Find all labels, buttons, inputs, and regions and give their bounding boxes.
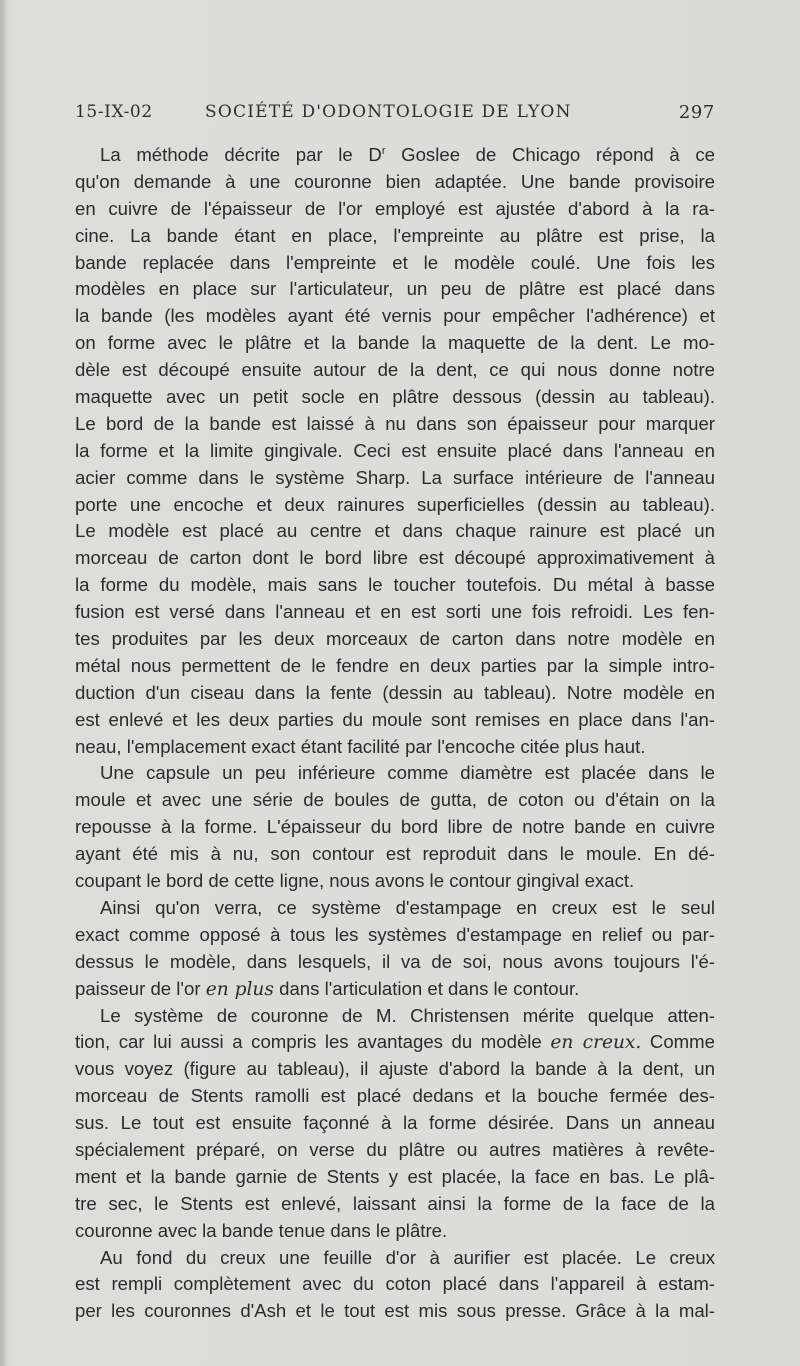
text-line-segment: duction d'un ciseau dans la fente (dessin au tableau). Notre modèle en: [75, 681, 715, 703]
text-line-segment: modèles en place sur l'articulateur, un peu de plâtre est placé dans: [75, 278, 715, 300]
binding-shadow: [0, 0, 8, 1366]
text-line-segment: en cuivre de l'épaisseur de l'or employé est ajustée d'abord à la ra-: [75, 197, 715, 219]
text-line: [75, 787, 715, 814]
text-line: [75, 1003, 715, 1030]
running-head-title: SOCIÉTÉ D'ODONTOLOGIE DE LYON: [205, 102, 572, 122]
text-line: [75, 492, 715, 519]
text-line-segment: couronne avec la bande tenue dans le plâtre.: [75, 1219, 448, 1241]
text-line-segment: morceau de Stents ramolli est placé dedans et la bouche fermée des-: [75, 1085, 715, 1107]
text-line: [75, 653, 715, 680]
text-line-segment: est enlevé et les deux parties du moule sont remises en place dans l'an-: [75, 708, 715, 730]
text-line: [75, 518, 715, 545]
text-line: [75, 1056, 715, 1083]
text-line-segment: dèle est découpé ensuite autour de la dent, ce qui nous donne notre: [75, 359, 715, 381]
text-line-segment: paisseur de l'or: [75, 977, 206, 999]
text-line-segment: morceau de carton dont le bord libre est découpé approximativement à: [75, 547, 715, 569]
text-line-segment: qu'on demande à une couronne bien adaptée. Une bande provisoire: [75, 170, 715, 192]
text-line: [75, 572, 715, 599]
text-line-segment: ayant été mis à nu, son contour est reproduit dans le moule. En dé-: [75, 843, 715, 865]
text-line-segment: la forme et la limite gingivale. Ceci est ensuite placé dans l'anneau en: [75, 439, 715, 461]
text-line: [75, 1218, 715, 1245]
text-line: [75, 357, 715, 384]
text-line-segment: tre sec, le Stents est enlevé, laissant ainsi la forme de la face de la: [75, 1192, 715, 1214]
text-line: [75, 814, 715, 841]
text-line-segment: fusion est versé dans l'anneau et en est sorti une fois refroidi. Les fen-: [75, 601, 715, 623]
text-line-segment: maquette avec un petit socle en plâtre dessous (dessin au tableau).: [75, 386, 715, 408]
text-line-segment: la forme du modèle, mais sans le toucher toutefois. Du métal à basse: [75, 574, 715, 596]
text-line: [75, 465, 715, 492]
text-line-segment: on forme avec le plâtre et la bande la maquette de la dent. Le mo-: [75, 332, 715, 354]
text-line: [75, 895, 715, 922]
text-line: [75, 976, 715, 1003]
text-line-segment: cine. La bande étant en place, l'empreinte au plâtre est prise, la: [75, 224, 715, 246]
text-line-segment: dessus le modèle, dans lesquels, il va de soi, nous avons toujours l'é-: [75, 950, 715, 972]
text-line: [75, 1137, 715, 1164]
text-line-segment: exact comme opposé à tous les systèmes d'estampage en relief ou par-: [75, 923, 715, 945]
text-line: [75, 545, 715, 572]
italic-text: en creux.: [550, 1032, 642, 1054]
text-line: [75, 303, 715, 330]
text-line: [75, 868, 715, 895]
text-line: [75, 1271, 715, 1298]
text-line-segment: Le modèle est placé au centre et dans chaque rainure est placé un: [75, 520, 715, 542]
text-line: [75, 1110, 715, 1137]
text-line: [75, 330, 715, 357]
text-line-segment: porte une encoche et deux rainures superficielles (dessin au tableau).: [75, 493, 715, 515]
text-line-segment: vous voyez (figure au tableau), il ajuste d'abord la bande à la dent, un: [75, 1058, 715, 1080]
running-head-date: 15-IX-02: [75, 102, 153, 122]
superscript: r: [381, 144, 386, 157]
text-line-segment: métal nous permettent de le fendre en deux parties par la simple intro-: [75, 654, 715, 676]
text-line: [75, 1191, 715, 1218]
body-text: [75, 142, 715, 1325]
text-line: [75, 142, 715, 169]
text-line-segment: moule et avec une série de boules de gutta, de coton ou d'étain on la: [75, 789, 715, 811]
text-line-segment: spécialement préparé, on verse du plâtre ou autres matières à revête-: [75, 1138, 715, 1160]
text-line: [75, 196, 715, 223]
text-line: [75, 1245, 715, 1272]
italic-text: en plus: [205, 978, 274, 1000]
text-line: [75, 734, 715, 761]
text-line: [75, 1164, 715, 1191]
text-line: [75, 949, 715, 976]
text-line-segment: acier comme dans le système Sharp. La surface intérieure de l'anneau: [75, 466, 715, 488]
text-line: [75, 223, 715, 250]
text-line: [75, 599, 715, 626]
text-line-segment: Au fond du creux une feuille d'or à aurifier est placée. Le creux: [100, 1246, 715, 1268]
text-line: [75, 250, 715, 277]
text-line-segment: neau, l'emplacement exact étant facilité par l'encoche citée plus haut.: [75, 735, 646, 757]
text-line-segment: Ainsi qu'on verra, ce système d'estampage en creux est le seul: [100, 896, 715, 918]
text-line: [75, 841, 715, 868]
text-line-segment: bande replacée dans l'empreinte et le modèle coulé. Une fois les: [75, 251, 715, 273]
text-line-segment: tion, car lui aussi a compris les avantages du modèle: [75, 1031, 551, 1053]
text-line-segment: Comme: [641, 1031, 715, 1053]
text-line-segment: sus. Le tout est ensuite façonné à la forme désirée. Dans un anneau: [75, 1112, 715, 1134]
text-line-segment: repousse à la forme. L'épaisseur du bord libre de notre bande en cuivre: [75, 816, 715, 838]
text-line-segment: dans l'articulation et dans le contour.: [273, 977, 580, 999]
text-line: [75, 411, 715, 438]
running-head: [75, 102, 715, 130]
page-number: 297: [678, 102, 715, 123]
text-line: [75, 626, 715, 653]
text-line: [75, 680, 715, 707]
text-line: [75, 276, 715, 303]
text-line-segment: La méthode décrite par le D: [100, 144, 382, 165]
text-line: [75, 438, 715, 465]
text-line: [75, 922, 715, 949]
text-line-segment: est rempli complètement avec du coton placé dans l'appareil à estam-: [75, 1273, 715, 1295]
text-line: [75, 1298, 715, 1325]
text-line: [75, 1083, 715, 1110]
text-line-segment: Goslee de Chicago répond à ce: [385, 144, 715, 165]
text-line-segment: Le système de couronne de M. Christensen mérite quelque atten-: [100, 1004, 715, 1026]
text-line-segment: per les couronnes d'Ash et le tout est mis sous presse. Grâce à la mal-: [75, 1300, 715, 1322]
text-line-segment: Le bord de la bande est laissé à nu dans son épaisseur pour marquer: [75, 412, 715, 434]
text-line-segment: ment et la bande garnie de Stents y est placée, la face en bas. Le plâ-: [75, 1165, 715, 1187]
text-line-segment: coupant le bord de cette ligne, nous avons le contour gingival exact.: [75, 870, 635, 892]
text-line-segment: Une capsule un peu inférieure comme diamètre est placée dans le: [100, 762, 715, 784]
text-line: [75, 169, 715, 196]
text-line: [75, 384, 715, 411]
text-line-segment: tes produites par les deux morceaux de carton dans notre modèle en: [75, 628, 715, 650]
text-line-segment: la bande (les modèles ayant été vernis pour empêcher l'adhérence) et: [75, 305, 715, 327]
text-line: [75, 707, 715, 734]
text-line: [75, 1029, 715, 1056]
text-line: [75, 760, 715, 787]
